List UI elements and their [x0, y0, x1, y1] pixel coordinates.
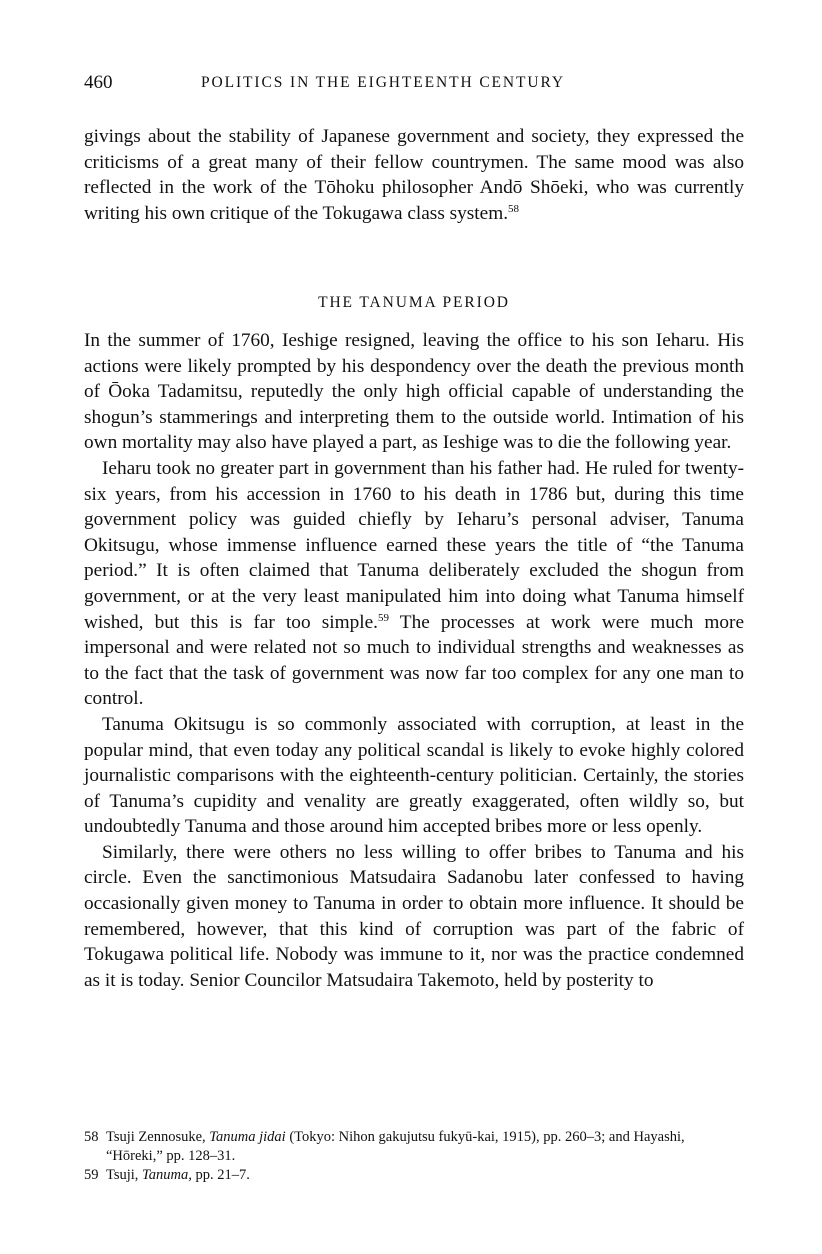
- paragraph-3: Tanuma Okitsugu is so commonly associated with corruption, at least in the popular mind, that even today any political scandal is likely to evoke highly colored journalistic comparisons with the eighteenth-century politician. Certainly, the stories of Tanuma’s cupidity and venality are greatly exaggerated, often wildly so, but undoubtedly Tanuma and those around him accepted bribes more or less openly.: [84, 713, 744, 838]
- paragraph-2-text-b: The processes at work were much more impersonal and were related not so much to individual strengths and weaknesses as to the fact that the task of government was now far too complex for any one man to control.: [84, 611, 745, 710]
- page-number: 460: [84, 72, 113, 93]
- continued-paragraph: [84, 124, 744, 226]
- paragraph-2-text-a: Ieharu took no greater part in government than his father had. He ruled for twenty-six years, from his accession in 1760 to his death in 1786 but, during this time government policy was guided chiefly by Ieharu’s personal adviser, Tanuma Okitsugu, whose immense influence earned these years the title of “the Tanuma period.” It is often claimed that Tanuma deliberately excluded the shogun from government, or at the very least manipulated him into doing what Tanuma himself wished, but this is far too simple.: [84, 457, 744, 633]
- footnote-59: [84, 1166, 744, 1185]
- footnote-author: Tsuji,: [106, 1167, 143, 1183]
- paragraph-text: givings about the stability of Japanese government and society, they expressed the criticisms of a great many of their fellow countrymen. The same mood was also reflected in the work of the Tōhoku philosopher Andō Shōeki, who was currently writing his own critique of the Tokugawa class system.: [84, 126, 744, 224]
- paragraph-1: In the summer of 1760, Ieshige resigned, leaving the office to his son Ieharu. His actions were likely prompted by his despondency over the death the previous month of Ōoka Tadamitsu, reputedly the only high official capable of understanding the shogun’s stammerings and interpreting them to the outside world. Intimation of his own mortality may also have played a part, as Ieshige was to die the following year.: [84, 330, 744, 454]
- continued-paragraph-block: [84, 124, 744, 226]
- footnote-ref-59: 59: [377, 611, 389, 624]
- footnote-citation: pp. 21–7.: [191, 1167, 250, 1183]
- footnote-ref-58: 58: [508, 202, 520, 215]
- footnote-title: Tanuma,: [142, 1167, 192, 1183]
- section-body: [84, 328, 744, 993]
- footnote-number: 58: [84, 1129, 99, 1145]
- section-heading: THE TANUMA PERIOD: [318, 294, 510, 311]
- footnote-number: 59: [84, 1167, 99, 1183]
- running-title: POLITICS IN THE EIGHTEENTH CENTURY: [201, 74, 565, 91]
- running-head: [84, 72, 744, 98]
- footnote-title: Tanuma jidai: [209, 1129, 286, 1145]
- paragraph-2: [84, 456, 744, 712]
- footnotes: [84, 1128, 744, 1185]
- footnote-58: [84, 1128, 744, 1166]
- paragraph-4: Similarly, there were others no less willing to offer bribes to Tanuma and his circle. Even the sanctimonious Matsudaira Sadanobu later confessed to having occasionally given money to Tanuma in order to obtain more influence. It should be remembered, however, that this kind of corruption was part of the fabric of Tokugawa political life. Nobody was immune to it, nor was the practice condemned as it is today. Senior Councilor Matsudaira Takemoto, held by posterity to: [84, 841, 744, 991]
- footnote-author: Tsuji Zennosuke,: [106, 1129, 210, 1145]
- footnote-citation: (Tokyo: Nihon gakujutsu fukyū-kai, 1915), pp. 260–3; and Hayashi, “Hōreki,” pp. 128–31.: [106, 1129, 685, 1164]
